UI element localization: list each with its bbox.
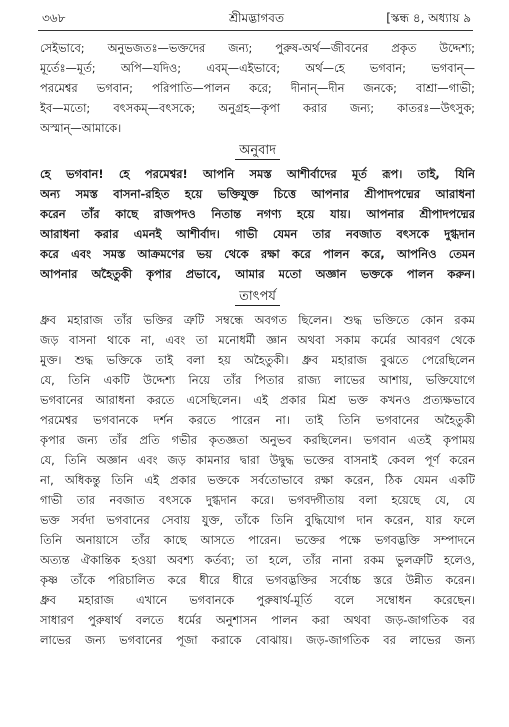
synonym-line: পরমেশ্বর ভগবান; পরিপাতি—পালন করে; দীনান্—দীন জনকে; বাশ্রা—গাভী;: [40, 81, 475, 95]
page-header: [42, 10, 471, 28]
synonym-line: ইব—মতো; বৎসকম্—বৎসকে; অনুগ্রহ—কৃপা করার জন্য; কাতরঃ—উৎসুক;: [40, 101, 475, 115]
purport-block: [40, 310, 475, 650]
translation-line: করে এবং সমস্ত আক্রমণের ভয় থেকে রক্ষা করে পালন করে, আপনিও তেমন: [40, 247, 475, 261]
purport-line: কৃপার জন্য তাঁর প্রতি গভীর কৃতজ্ঞতা অনুভব করছিলেন। ভগবান এতই কৃপাময়: [40, 433, 475, 447]
purport-line: কৃষ্ণ তাঁকে পরিচালিত করে ধীরে ধীরে ভগবদ্ভক্তির সর্বোচ্চ স্তরে উন্নীত করেন।: [40, 573, 475, 587]
translation-line: আরাধনা করার এমনই আশীর্বাদ। গাভী যেমন তার নবজাত বৎসকে দুগ্ধদান: [40, 227, 475, 241]
synonym-line: মূর্তেঃ—মূর্ত; অপি—যদিও; এবম্—এইভাবে; অর্থ—হে ভগবান; ভগবান্—: [40, 61, 475, 75]
chapter-reference: [স্কন্ধ ৪, অধ্যায় ৯: [386, 11, 471, 25]
purport-line: ধ্রুব মহারাজ এখানে ভগবানকে পুরুষার্থ-মূর্তি বলে সম্বোধন করেছেন।: [40, 593, 475, 607]
purport-line: তিনি অনায়াসে তাঁর কাছে আসতে পারেন। ভক্তের পক্ষে ভগবদ্ভক্তি সম্পাদনে: [40, 533, 475, 547]
synonym-line: অস্মান্—আমাকে।: [40, 121, 122, 135]
purport-line: সাধারণ পুরুষার্থ বলতে ধর্মের অনুশাসন পালন করা অথবা জড়-জাগতিক বর: [40, 613, 475, 627]
synonyms-block: [40, 38, 475, 138]
purport-line: অত্যন্ত ঐকান্তিক হওয়া অবশ্য কর্তব্য; তা হলে, তাঁর নানা রকম ভুলত্রুটি হলেও,: [40, 553, 475, 567]
purport-line: পরমেশ্বর ভগবানকে দর্শন করতে পারেন না। তাই তিনি ভগবানের অহৈতুকী: [40, 413, 475, 427]
purport-line: ভক্ত সর্বদা ভগবানের সেবায় যুক্ত, তাঁকে তিনি বুদ্ধিযোগ দান করেন, যার ফলে: [40, 513, 475, 527]
purport-line: গাভী তার নবজাত বৎসকে দুগ্ধদান করে। ভগবদ্গীতায় বলা হয়েছে যে, যে: [40, 493, 475, 507]
purport-heading: তাৎপর্য: [40, 284, 475, 310]
translation-line: আপনার অহৈতুকী কৃপার প্রভাবে, আমার মতো অজ্ঞান ভক্তকে পালন করুন।: [40, 267, 475, 281]
page-number: ৩৬৮: [42, 11, 66, 25]
purport-line: মুক্ত। শুদ্ধ ভক্তিকে তাই বলা হয় অহৈতুকী। ধ্রুব মহারাজ বুঝতে পেরেছিলেন: [40, 353, 475, 367]
header-rule: [38, 30, 473, 31]
purport-line: লাভের জন্য ভগবানের পূজা করাকে বোঝায়। জড়-জাগতিক বর লাভের জন্য: [40, 633, 475, 647]
purport-line: যে, তিনি অজ্ঞান এবং জড় কামনার দ্বারা উদ্বুদ্ধ ভক্তের বাসনাই কেবল পূর্ণ করেন: [40, 453, 475, 467]
purport-line: না, অধিকন্তু তিনি এই প্রকার ভক্তকে সর্বতোভাবে রক্ষা করেন, ঠিক যেমন একটি: [40, 473, 475, 487]
page-body: [40, 38, 475, 650]
translation-line: করেন তাঁর কাছে রাজপদও নিতান্ত নগণ্য হয়ে যায়। আপনার শ্রীপাদপদ্মের: [40, 207, 475, 221]
purport-line: জড় বাসনা থাকে না, এবং তা মনোধর্মী জ্ঞান অথবা সকাম কর্মের আবরণ থেকে: [40, 333, 475, 347]
translation-line: হে ভগবান! হে পরমেশ্বর! আপনি সমস্ত আশীর্বাদের মূর্ত রূপ। তাই, যিনি: [40, 167, 475, 181]
purport-line: যে, তিনি একটি উদ্দেশ্য নিয়ে তাঁর পিতার রাজ্য লাভের আশায়, ভক্তিযোগে: [40, 373, 475, 387]
purport-line: ধ্রুব মহারাজ তাঁর ভক্তির ত্রুটি সম্বন্ধে অবগত ছিলেন। শুদ্ধ ভক্তিতে কোন রকম: [40, 313, 475, 327]
purport-line: ভগবানের আরাধনা করতে এসেছিলেন। এই প্রকার মিশ্র ভক্ত কখনও প্রত্যক্ষভাবে: [40, 393, 475, 407]
translation-line: অন্য সমস্ত বাসনা-রহিত হয়ে ভক্তিযুক্ত চিত্তে আপনার শ্রীপাদপদ্মের আরাধনা: [40, 187, 475, 201]
translation-heading: অনুবাদ: [40, 138, 475, 164]
synonym-line: সেইভাবে; অনুভজতঃ—ভক্তদের জন্য; পুরুষ-অর্থ—জীবনের প্রকৃত উদ্দেশ্য;: [40, 41, 475, 55]
translation-block: [40, 164, 475, 284]
book-title: শ্রীমদ্ভাগবত: [228, 11, 284, 25]
